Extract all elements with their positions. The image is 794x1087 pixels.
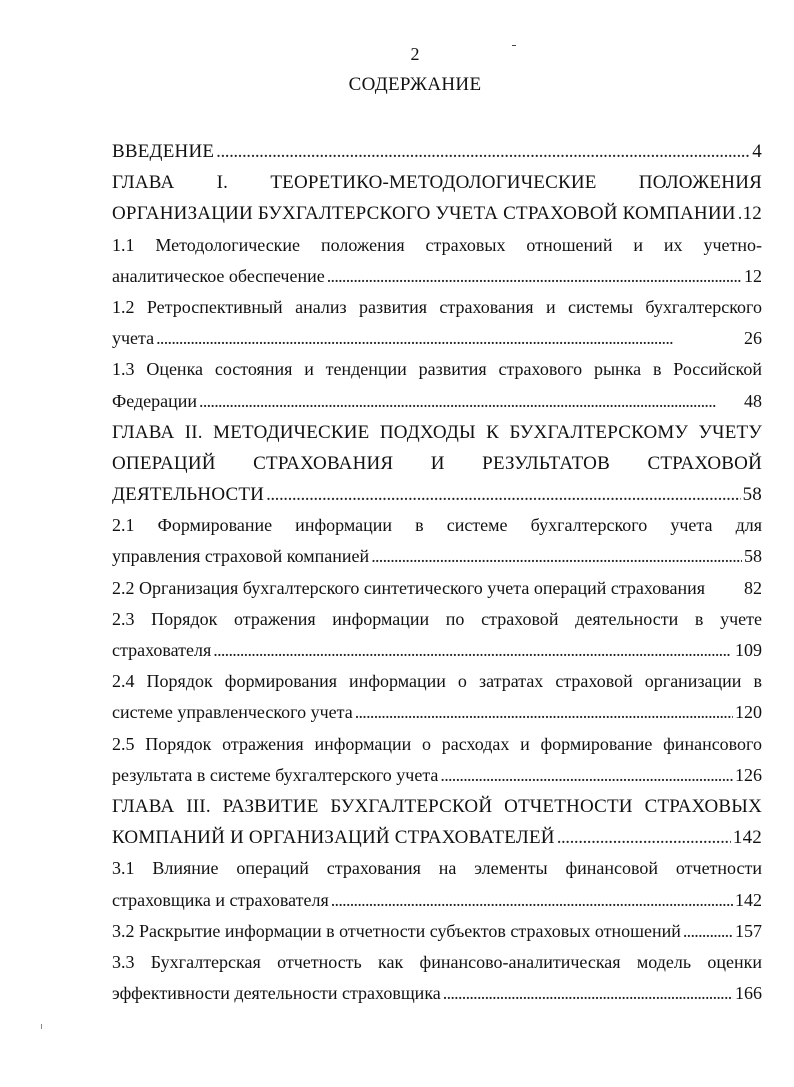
dot-leader [371, 541, 742, 572]
toc-page-number: 120 [735, 702, 762, 723]
dot-leader [443, 978, 733, 1009]
toc-chapter-line: ГЛАВА II. МЕТОДИЧЕСКИЕ ПОДХОДЫ К БУХГАЛТЕРСКОМУ УЧЕТУ [112, 421, 762, 443]
toc-page-number: 157 [735, 920, 762, 941]
toc-chapter-line [112, 822, 762, 853]
toc-entry-title: результата в системе бухгалтерского учета [112, 764, 439, 785]
toc-section-line: 2.1 Формирование информации в системе бухгалтерского учета для [112, 515, 762, 536]
toc-section-line: 1.1 Методологические положения страховых отношений и их учетно- [112, 234, 762, 255]
table-of-contents [112, 136, 762, 1009]
dot-leader [738, 198, 741, 229]
toc-entry-title: системе управленческого учета [112, 702, 353, 723]
toc-page-number: 58 [742, 484, 762, 506]
dot-leader [216, 136, 750, 167]
toc-section-line: 2.4 Порядок формирования информации о затратах страховой организации в [112, 671, 762, 692]
dot-leader [156, 323, 742, 354]
toc-chapter-line: ГЛАВА III. РАЗВИТИЕ БУХГАЛТЕРСКОЙ ОТЧЕТНОСТИ СТРАХОВЫХ [112, 795, 762, 817]
toc-section-line [112, 697, 762, 728]
toc-section-line [112, 885, 762, 916]
toc-entry-title: 2.2 Организация бухгалтерского синтетического учета операций страхования [112, 577, 706, 598]
toc-chapter-line [112, 136, 762, 167]
toc-entry-title: страхователя [112, 640, 212, 660]
dot-leader [355, 697, 733, 728]
dot-leader [213, 635, 733, 666]
toc-section-line [112, 261, 762, 292]
toc-section-line [112, 978, 762, 1009]
toc-entry-title: КОМПАНИЙ И ОРГАНИЗАЦИЙ СТРАХОВАТЕЛЕЙ [112, 827, 555, 849]
dot-leader [266, 479, 741, 510]
toc-entry-title: учета [112, 328, 155, 349]
page-number: 2 [410, 44, 420, 64]
toc-page-number: 82 [744, 577, 762, 598]
dot-leader [331, 885, 733, 916]
toc-section-line: 3.1 Влияние операций страхования на элементы финансовой отчетности [112, 858, 762, 879]
toc-page-number: 58 [744, 546, 762, 567]
toc-page-number: 142 [732, 827, 762, 849]
toc-section-line: 1.2 Ретроспективный анализ развития страхования и системы бухгалтерского [112, 296, 762, 317]
toc-entry-title: управления страховой компанией [112, 546, 370, 567]
toc-section-line [112, 760, 762, 791]
toc-section-line [112, 541, 762, 572]
toc-chapter-line [112, 479, 762, 510]
toc-page-number: 166 [735, 983, 762, 1004]
toc-page-number: 12 [742, 203, 762, 225]
toc-chapter-line: ОПЕРАЦИЙ СТРАХОВАНИЯ И РЕЗУЛЬТАТОВ СТРАХОВОЙ [112, 452, 762, 474]
toc-entry-title: аналитическое обеспечение [112, 265, 325, 286]
toc-section-line [112, 916, 762, 947]
toc-section-line: 1.3 Оценка состояния и тенденции развития страхового рынка в Российской [112, 359, 762, 380]
toc-entry-title: ДЕЯТЕЛЬНОСТИ [112, 484, 265, 506]
toc-entry-title: страховщика и страхователя [112, 889, 329, 910]
toc-entry-title: 3.2 Раскрытие информации в отчетности субъектов страховых отношений [112, 920, 681, 941]
toc-section-line [112, 573, 762, 604]
scan-margin-mark [41, 1024, 42, 1029]
toc-section-line [112, 386, 762, 417]
toc-entry-title: эффективности деятельности страховщика [112, 983, 441, 1004]
toc-chapter-line: ГЛАВА I. ТЕОРЕТИКО-МЕТОДОЛОГИЧЕСКИЕ ПОЛОЖЕНИЯ [112, 172, 762, 194]
dot-leader [683, 916, 733, 947]
toc-section-line: 2.3 Порядок отражения информации по страховой деятельности в учете [112, 608, 762, 629]
toc-section-line: 3.3 Бухгалтерская отчетность как финансово-аналитическая модель оценки [112, 951, 762, 972]
dot-leader [557, 822, 731, 853]
toc-entry-title: ВВЕДЕНИЕ [112, 141, 215, 162]
dot-leader [440, 760, 733, 791]
toc-page-number: 109 [735, 640, 762, 660]
dot-leader [199, 386, 742, 417]
dot-leader [327, 261, 742, 292]
scan-mark [512, 45, 516, 46]
toc-page-number: 126 [735, 764, 762, 785]
toc-entry-title: ОРГАНИЗАЦИИ БУХГАЛТЕРСКОГО УЧЕТА СТРАХОВОЙ КОМПАНИИ [112, 203, 736, 225]
toc-section-line: 2.5 Порядок отражения информации о расходах и формирование финансового [112, 733, 762, 754]
toc-chapter-line [112, 198, 762, 229]
toc-page-number: 26 [744, 328, 762, 349]
toc-entry-title: Федерации [112, 390, 198, 411]
toc-page-number: 12 [744, 265, 762, 286]
toc-page-number: 48 [744, 390, 762, 411]
toc-section-line [112, 635, 762, 666]
toc-page-number: 142 [735, 889, 762, 910]
toc-page-number: 4 [752, 141, 762, 162]
page-title: СОДЕРЖАНИЕ [348, 74, 482, 95]
toc-section-line [112, 323, 762, 354]
